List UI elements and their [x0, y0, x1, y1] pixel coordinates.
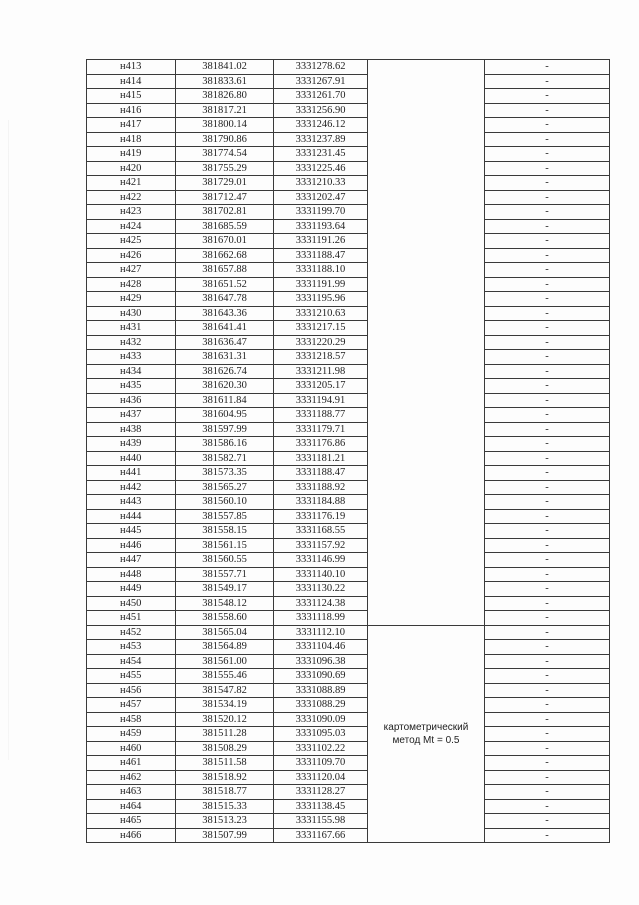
table-row: [87, 161, 610, 176]
table-row: [87, 669, 610, 684]
x-coordinate-cell: 381555.46: [176, 669, 274, 684]
table-row: [87, 466, 610, 481]
y-coordinate-cell: 3331199.70: [274, 205, 368, 220]
y-coordinate-cell: 3331138.45: [274, 799, 368, 814]
y-coordinate-cell: 3331176.86: [274, 437, 368, 452]
accuracy-cell: -: [485, 698, 610, 713]
y-coordinate-cell: 3331090.69: [274, 669, 368, 684]
x-coordinate-cell: 381662.68: [176, 248, 274, 263]
table-row: [87, 509, 610, 524]
y-coordinate-cell: 3331210.33: [274, 176, 368, 191]
y-coordinate-cell: 3331124.38: [274, 596, 368, 611]
y-coordinate-cell: 3331176.19: [274, 509, 368, 524]
accuracy-cell: -: [485, 277, 610, 292]
accuracy-cell: -: [485, 408, 610, 423]
y-coordinate-cell: 3331191.99: [274, 277, 368, 292]
accuracy-cell: -: [485, 234, 610, 249]
accuracy-cell: -: [485, 132, 610, 147]
x-coordinate-cell: 381841.02: [176, 60, 274, 75]
accuracy-cell: -: [485, 118, 610, 133]
accuracy-cell: -: [485, 640, 610, 655]
table-row: [87, 393, 610, 408]
x-coordinate-cell: 381604.95: [176, 408, 274, 423]
x-coordinate-cell: 381560.55: [176, 553, 274, 568]
table-row: [87, 219, 610, 234]
point-name-cell: н441: [87, 466, 176, 481]
method-cell-empty: [368, 60, 485, 626]
coordinates-table-body: [87, 60, 610, 843]
y-coordinate-cell: 3331118.99: [274, 611, 368, 626]
x-coordinate-cell: 381651.52: [176, 277, 274, 292]
y-coordinate-cell: 3331088.89: [274, 683, 368, 698]
accuracy-cell: -: [485, 509, 610, 524]
table-row: [87, 89, 610, 104]
y-coordinate-cell: 3331231.45: [274, 147, 368, 162]
point-name-cell: н420: [87, 161, 176, 176]
table-row: [87, 683, 610, 698]
table-row: [87, 727, 610, 742]
accuracy-cell: -: [485, 205, 610, 220]
x-coordinate-cell: 381534.19: [176, 698, 274, 713]
accuracy-cell: -: [485, 364, 610, 379]
accuracy-cell: -: [485, 60, 610, 75]
point-name-cell: н457: [87, 698, 176, 713]
table-row: [87, 611, 610, 626]
accuracy-cell: -: [485, 350, 610, 365]
point-name-cell: н459: [87, 727, 176, 742]
point-name-cell: н437: [87, 408, 176, 423]
x-coordinate-cell: 381620.30: [176, 379, 274, 394]
x-coordinate-cell: 381636.47: [176, 335, 274, 350]
x-coordinate-cell: 381626.74: [176, 364, 274, 379]
y-coordinate-cell: 3331211.98: [274, 364, 368, 379]
y-coordinate-cell: 3331168.55: [274, 524, 368, 539]
accuracy-cell: -: [485, 756, 610, 771]
x-coordinate-cell: 381631.31: [176, 350, 274, 365]
y-coordinate-cell: 3331155.98: [274, 814, 368, 829]
accuracy-cell: -: [485, 89, 610, 104]
table-row: [87, 364, 610, 379]
method-accuracy-text: метод Mt = 0.5: [392, 734, 460, 746]
y-coordinate-cell: 3331193.64: [274, 219, 368, 234]
x-coordinate-cell: 381508.29: [176, 741, 274, 756]
accuracy-cell: -: [485, 321, 610, 336]
table-row: [87, 248, 610, 263]
y-coordinate-cell: 3331146.99: [274, 553, 368, 568]
table-row: [87, 582, 610, 597]
table-row: [87, 277, 610, 292]
point-name-cell: н448: [87, 567, 176, 582]
table-row: [87, 451, 610, 466]
point-name-cell: н414: [87, 74, 176, 89]
x-coordinate-cell: 381520.12: [176, 712, 274, 727]
x-coordinate-cell: 381560.10: [176, 495, 274, 510]
y-coordinate-cell: 3331202.47: [274, 190, 368, 205]
accuracy-cell: -: [485, 495, 610, 510]
accuracy-cell: -: [485, 176, 610, 191]
accuracy-cell: -: [485, 74, 610, 89]
point-name-cell: н429: [87, 292, 176, 307]
table-row: [87, 756, 610, 771]
x-coordinate-cell: 381557.85: [176, 509, 274, 524]
y-coordinate-cell: 3331109.70: [274, 756, 368, 771]
y-coordinate-cell: 3331237.89: [274, 132, 368, 147]
point-name-cell: н452: [87, 625, 176, 640]
y-coordinate-cell: 3331090.09: [274, 712, 368, 727]
y-coordinate-cell: 3331195.96: [274, 292, 368, 307]
table-row: [87, 176, 610, 191]
table-row: [87, 321, 610, 336]
y-coordinate-cell: 3331179.71: [274, 422, 368, 437]
point-name-cell: н447: [87, 553, 176, 568]
point-name-cell: н463: [87, 785, 176, 800]
coordinates-table: [86, 59, 610, 843]
table-row: [87, 74, 610, 89]
y-coordinate-cell: 3331191.26: [274, 234, 368, 249]
accuracy-cell: -: [485, 683, 610, 698]
accuracy-cell: -: [485, 799, 610, 814]
method-cell: [368, 625, 485, 843]
table-row: [87, 770, 610, 785]
accuracy-cell: -: [485, 625, 610, 640]
x-coordinate-cell: 381582.71: [176, 451, 274, 466]
point-name-cell: н435: [87, 379, 176, 394]
x-coordinate-cell: 381833.61: [176, 74, 274, 89]
accuracy-cell: -: [485, 553, 610, 568]
point-name-cell: н436: [87, 393, 176, 408]
y-coordinate-cell: 3331188.47: [274, 466, 368, 481]
accuracy-cell: -: [485, 437, 610, 452]
accuracy-cell: -: [485, 292, 610, 307]
accuracy-cell: -: [485, 335, 610, 350]
y-coordinate-cell: 3331104.46: [274, 640, 368, 655]
point-name-cell: н450: [87, 596, 176, 611]
table-row: [87, 60, 610, 75]
y-coordinate-cell: 3331194.91: [274, 393, 368, 408]
y-coordinate-cell: 3331188.47: [274, 248, 368, 263]
accuracy-cell: -: [485, 219, 610, 234]
point-name-cell: н432: [87, 335, 176, 350]
point-name-cell: н431: [87, 321, 176, 336]
table-row: [87, 625, 610, 640]
table-row: [87, 190, 610, 205]
x-coordinate-cell: 381547.82: [176, 683, 274, 698]
table-row: [87, 524, 610, 539]
point-name-cell: н430: [87, 306, 176, 321]
table-row: [87, 538, 610, 553]
table-row: [87, 785, 610, 800]
table-row: [87, 654, 610, 669]
table-row: [87, 335, 610, 350]
x-coordinate-cell: 381670.01: [176, 234, 274, 249]
point-name-cell: н461: [87, 756, 176, 771]
point-name-cell: н438: [87, 422, 176, 437]
x-coordinate-cell: 381561.15: [176, 538, 274, 553]
table-row: [87, 306, 610, 321]
x-coordinate-cell: 381729.01: [176, 176, 274, 191]
y-coordinate-cell: 3331278.62: [274, 60, 368, 75]
y-coordinate-cell: 3331157.92: [274, 538, 368, 553]
y-coordinate-cell: 3331220.29: [274, 335, 368, 350]
accuracy-cell: -: [485, 248, 610, 263]
accuracy-cell: -: [485, 654, 610, 669]
x-coordinate-cell: 381511.28: [176, 727, 274, 742]
accuracy-cell: -: [485, 785, 610, 800]
y-coordinate-cell: 3331210.63: [274, 306, 368, 321]
y-coordinate-cell: 3331261.70: [274, 89, 368, 104]
point-name-cell: н455: [87, 669, 176, 684]
table-row: [87, 495, 610, 510]
x-coordinate-cell: 381611.84: [176, 393, 274, 408]
x-coordinate-cell: 381513.23: [176, 814, 274, 829]
table-row: [87, 828, 610, 843]
point-name-cell: н444: [87, 509, 176, 524]
accuracy-cell: -: [485, 567, 610, 582]
accuracy-cell: -: [485, 611, 610, 626]
point-name-cell: н418: [87, 132, 176, 147]
table-row: [87, 234, 610, 249]
x-coordinate-cell: 381702.81: [176, 205, 274, 220]
table-row: [87, 799, 610, 814]
accuracy-cell: -: [485, 669, 610, 684]
y-coordinate-cell: 3331120.04: [274, 770, 368, 785]
x-coordinate-cell: 381565.27: [176, 480, 274, 495]
x-coordinate-cell: 381643.36: [176, 306, 274, 321]
y-coordinate-cell: 3331102.22: [274, 741, 368, 756]
y-coordinate-cell: 3331205.17: [274, 379, 368, 394]
accuracy-cell: -: [485, 263, 610, 278]
point-name-cell: н416: [87, 103, 176, 118]
accuracy-cell: -: [485, 814, 610, 829]
accuracy-cell: -: [485, 596, 610, 611]
accuracy-cell: -: [485, 103, 610, 118]
y-coordinate-cell: 3331256.90: [274, 103, 368, 118]
point-name-cell: н456: [87, 683, 176, 698]
x-coordinate-cell: 381685.59: [176, 219, 274, 234]
y-coordinate-cell: 3331096.38: [274, 654, 368, 669]
point-name-cell: н464: [87, 799, 176, 814]
table-row: [87, 379, 610, 394]
point-name-cell: н465: [87, 814, 176, 829]
x-coordinate-cell: 381565.04: [176, 625, 274, 640]
point-name-cell: н446: [87, 538, 176, 553]
point-name-cell: н443: [87, 495, 176, 510]
x-coordinate-cell: 381657.88: [176, 263, 274, 278]
table-row: [87, 205, 610, 220]
x-coordinate-cell: 381564.89: [176, 640, 274, 655]
x-coordinate-cell: 381586.16: [176, 437, 274, 452]
y-coordinate-cell: 3331188.92: [274, 480, 368, 495]
x-coordinate-cell: 381774.54: [176, 147, 274, 162]
table-row: [87, 103, 610, 118]
table-row: [87, 350, 610, 365]
point-name-cell: н422: [87, 190, 176, 205]
point-name-cell: н445: [87, 524, 176, 539]
point-name-cell: н423: [87, 205, 176, 220]
x-coordinate-cell: 381515.33: [176, 799, 274, 814]
table-row: [87, 147, 610, 162]
accuracy-cell: -: [485, 538, 610, 553]
accuracy-cell: -: [485, 727, 610, 742]
x-coordinate-cell: 381518.77: [176, 785, 274, 800]
accuracy-cell: -: [485, 161, 610, 176]
point-name-cell: н425: [87, 234, 176, 249]
point-name-cell: н439: [87, 437, 176, 452]
x-coordinate-cell: 381817.21: [176, 103, 274, 118]
point-name-cell: н460: [87, 741, 176, 756]
accuracy-cell: -: [485, 712, 610, 727]
point-name-cell: н427: [87, 263, 176, 278]
y-coordinate-cell: 3331188.77: [274, 408, 368, 423]
y-coordinate-cell: 3331217.15: [274, 321, 368, 336]
table-row: [87, 640, 610, 655]
accuracy-cell: -: [485, 741, 610, 756]
x-coordinate-cell: 381597.99: [176, 422, 274, 437]
x-coordinate-cell: 381558.15: [176, 524, 274, 539]
scan-edge-shadow: [8, 120, 9, 760]
point-name-cell: н451: [87, 611, 176, 626]
table-row: [87, 408, 610, 423]
table-row: [87, 263, 610, 278]
x-coordinate-cell: 381800.14: [176, 118, 274, 133]
y-coordinate-cell: 3331088.29: [274, 698, 368, 713]
point-name-cell: н454: [87, 654, 176, 669]
x-coordinate-cell: 381518.92: [176, 770, 274, 785]
table-row: [87, 422, 610, 437]
y-coordinate-cell: 3331267.91: [274, 74, 368, 89]
y-coordinate-cell: 3331246.12: [274, 118, 368, 133]
x-coordinate-cell: 381573.35: [176, 466, 274, 481]
x-coordinate-cell: 381647.78: [176, 292, 274, 307]
point-name-cell: н462: [87, 770, 176, 785]
point-name-cell: н453: [87, 640, 176, 655]
table-row: [87, 596, 610, 611]
table-row: [87, 132, 610, 147]
x-coordinate-cell: 381561.00: [176, 654, 274, 669]
x-coordinate-cell: 381826.80: [176, 89, 274, 104]
y-coordinate-cell: 3331130.22: [274, 582, 368, 597]
y-coordinate-cell: 3331181.21: [274, 451, 368, 466]
point-name-cell: н421: [87, 176, 176, 191]
y-coordinate-cell: 3331225.46: [274, 161, 368, 176]
accuracy-cell: -: [485, 306, 610, 321]
accuracy-cell: -: [485, 422, 610, 437]
x-coordinate-cell: 381557.71: [176, 567, 274, 582]
point-name-cell: н434: [87, 364, 176, 379]
y-coordinate-cell: 3331188.10: [274, 263, 368, 278]
y-coordinate-cell: 3331140.10: [274, 567, 368, 582]
table-row: [87, 741, 610, 756]
y-coordinate-cell: 3331167.66: [274, 828, 368, 843]
accuracy-cell: -: [485, 190, 610, 205]
y-coordinate-cell: 3331112.10: [274, 625, 368, 640]
accuracy-cell: -: [485, 147, 610, 162]
table-row: [87, 712, 610, 727]
x-coordinate-cell: 381755.29: [176, 161, 274, 176]
table-row: [87, 567, 610, 582]
table-row: [87, 698, 610, 713]
method-name-text: картометрический: [383, 721, 469, 733]
x-coordinate-cell: 381641.41: [176, 321, 274, 336]
point-name-cell: н466: [87, 828, 176, 843]
point-name-cell: н433: [87, 350, 176, 365]
x-coordinate-cell: 381549.17: [176, 582, 274, 597]
y-coordinate-cell: 3331095.03: [274, 727, 368, 742]
point-name-cell: н440: [87, 451, 176, 466]
table-row: [87, 292, 610, 307]
y-coordinate-cell: 3331184.88: [274, 495, 368, 510]
point-name-cell: н426: [87, 248, 176, 263]
x-coordinate-cell: 381558.60: [176, 611, 274, 626]
x-coordinate-cell: 381548.12: [176, 596, 274, 611]
y-coordinate-cell: 3331128.27: [274, 785, 368, 800]
table-row: [87, 480, 610, 495]
accuracy-cell: -: [485, 828, 610, 843]
point-name-cell: н428: [87, 277, 176, 292]
accuracy-cell: -: [485, 770, 610, 785]
x-coordinate-cell: 381790.86: [176, 132, 274, 147]
accuracy-cell: -: [485, 466, 610, 481]
x-coordinate-cell: 381507.99: [176, 828, 274, 843]
accuracy-cell: -: [485, 393, 610, 408]
accuracy-cell: -: [485, 524, 610, 539]
x-coordinate-cell: 381712.47: [176, 190, 274, 205]
point-name-cell: н442: [87, 480, 176, 495]
point-name-cell: н449: [87, 582, 176, 597]
accuracy-cell: -: [485, 582, 610, 597]
point-name-cell: н458: [87, 712, 176, 727]
table-row: [87, 553, 610, 568]
accuracy-cell: -: [485, 379, 610, 394]
x-coordinate-cell: 381511.58: [176, 756, 274, 771]
point-name-cell: н417: [87, 118, 176, 133]
point-name-cell: н413: [87, 60, 176, 75]
table-row: [87, 118, 610, 133]
table-row: [87, 437, 610, 452]
accuracy-cell: -: [485, 480, 610, 495]
y-coordinate-cell: 3331218.57: [274, 350, 368, 365]
accuracy-cell: -: [485, 451, 610, 466]
point-name-cell: н419: [87, 147, 176, 162]
point-name-cell: н424: [87, 219, 176, 234]
table-row: [87, 814, 610, 829]
point-name-cell: н415: [87, 89, 176, 104]
